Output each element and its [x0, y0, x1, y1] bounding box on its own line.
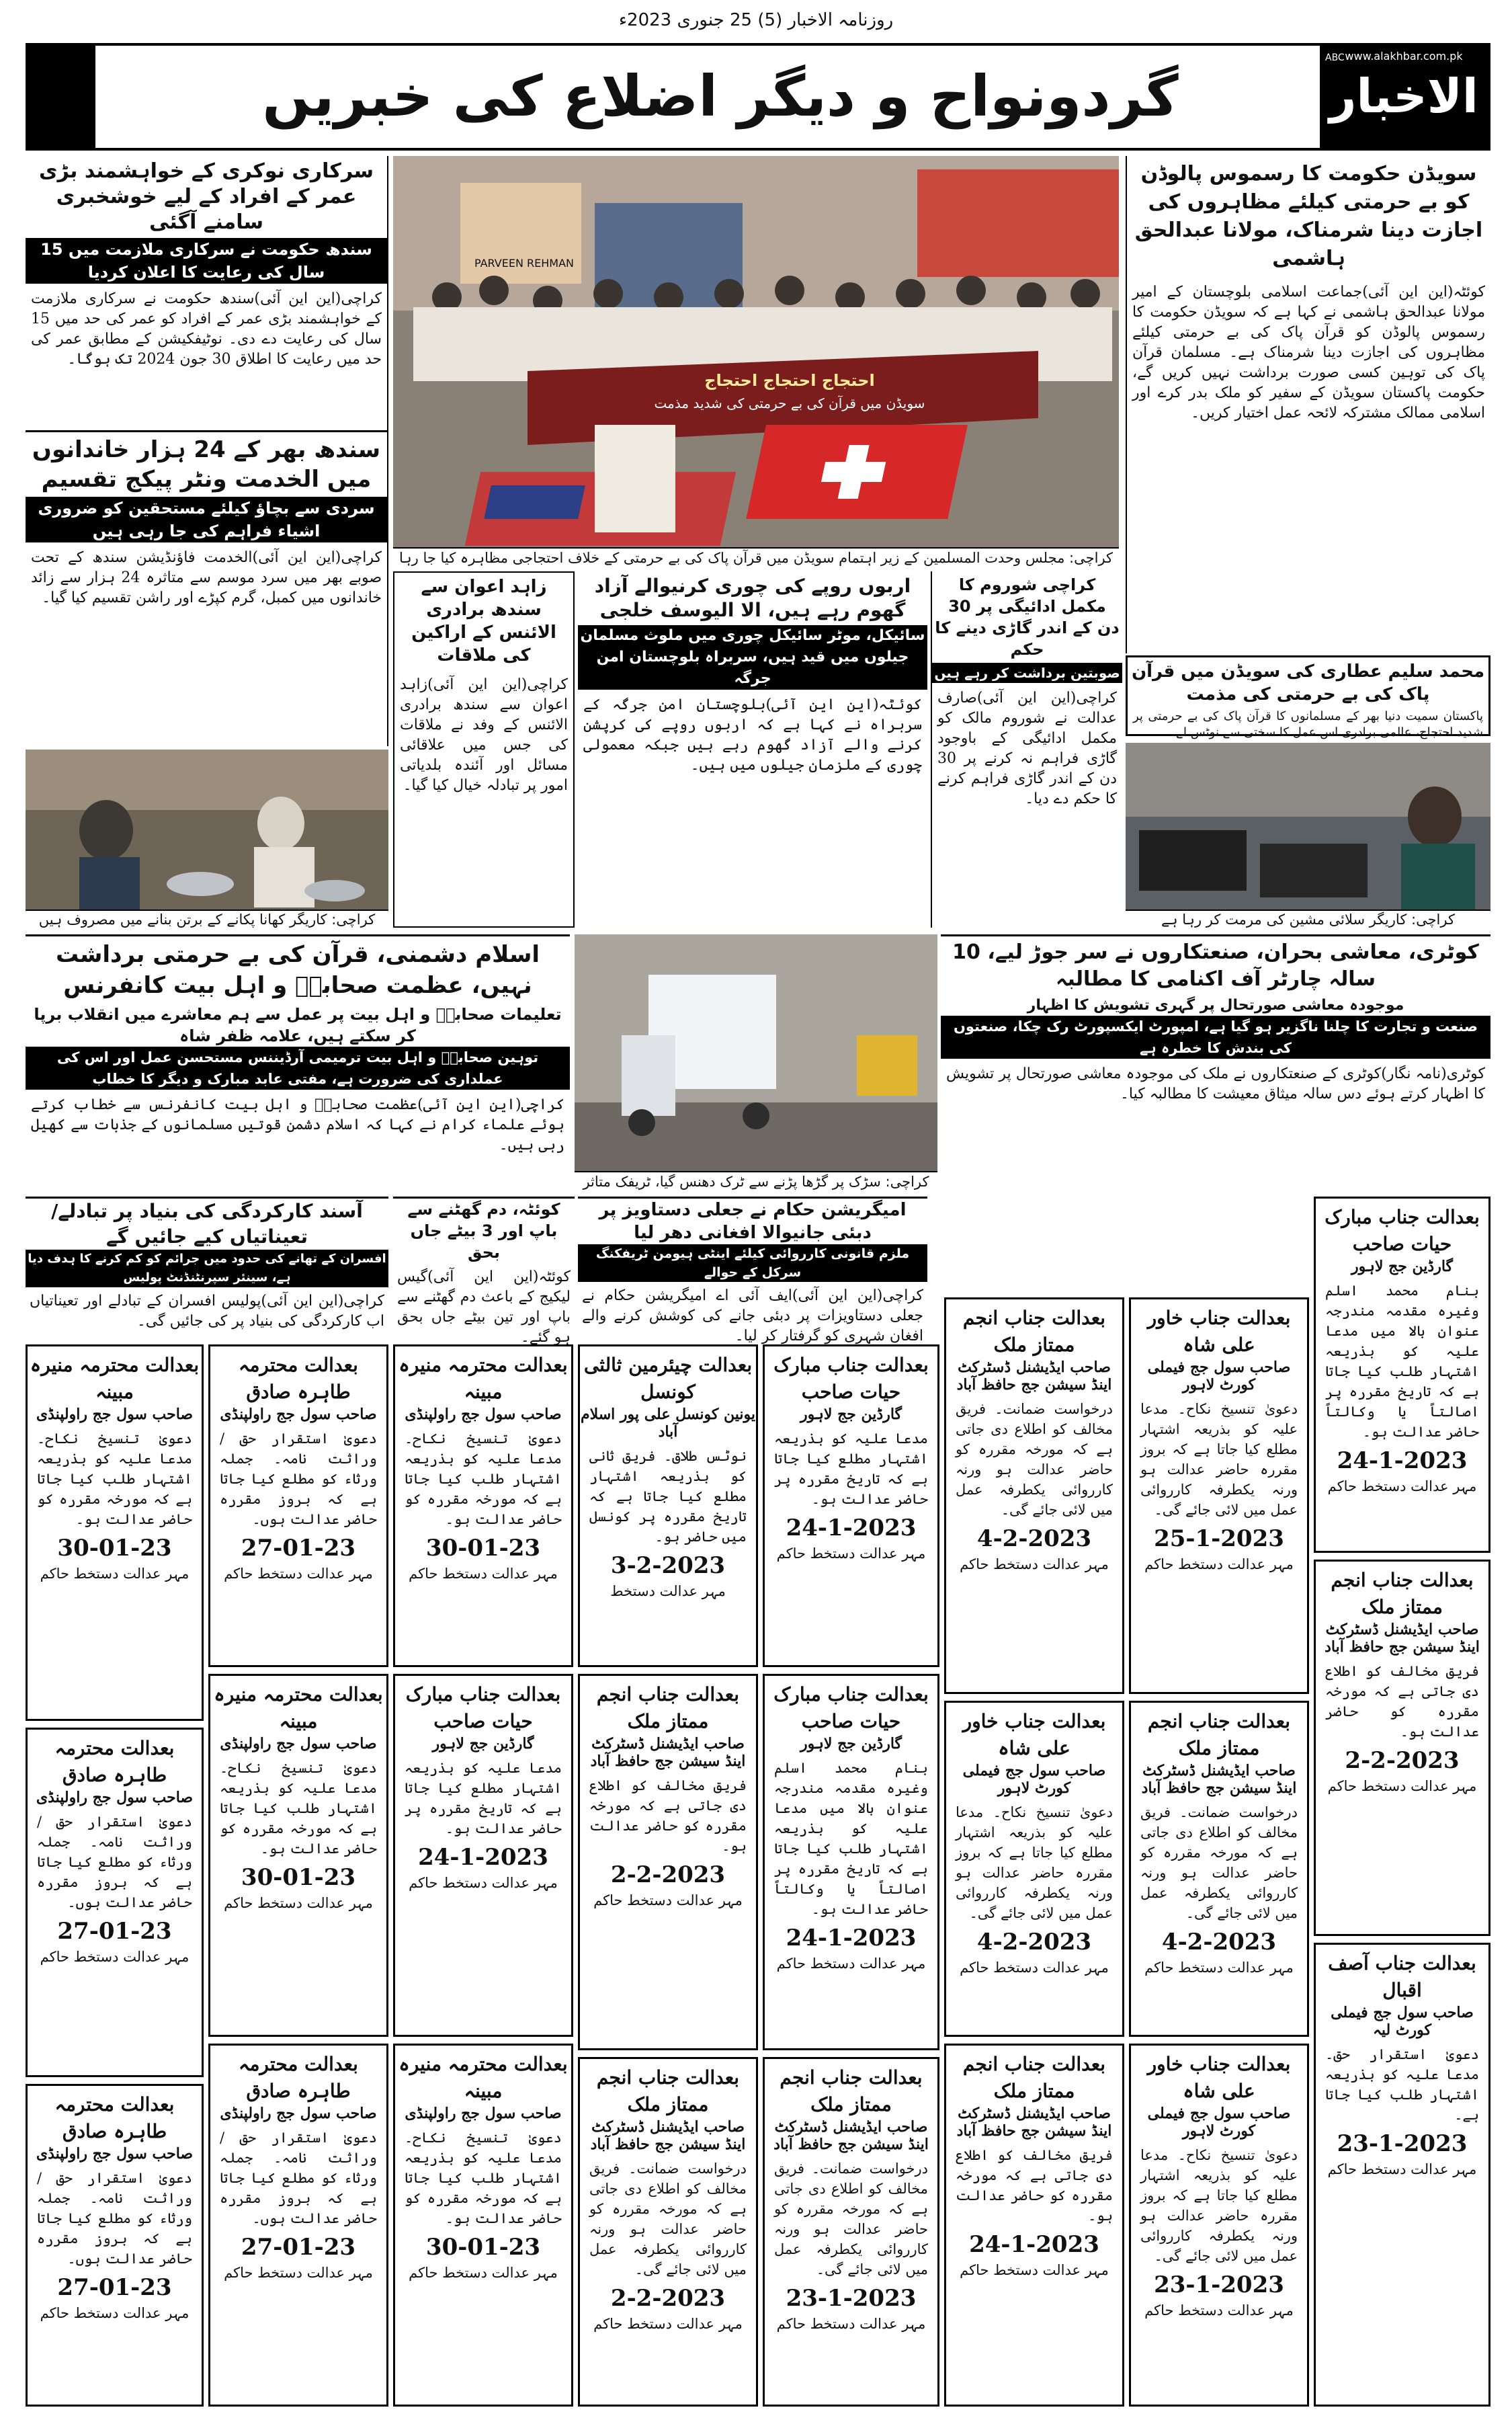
truck-scene	[575, 934, 937, 1190]
notice-head: بعدالت جناب مبارک حیات صاحب	[773, 1683, 929, 1732]
amnesty-headline: آسند کارکردگی کی بنیاد پر تبادلے/تعیناتیاں کیے جائیں گے	[51, 1200, 363, 1248]
covid-body: کوئٹہ(این این آئی)گیس لیکیج کے باعث دم گھٹنے سے باپ اور تین بیٹے جاں بحق ہو گئے۔	[397, 1268, 571, 1346]
protest-scene	[393, 156, 1119, 566]
section-banner	[26, 43, 1490, 151]
notice-date: 24-1-2023	[786, 1925, 917, 1951]
court-notice	[393, 1344, 573, 1667]
newspaper-logo	[1320, 46, 1488, 148]
notice-sign: مہر عدالت دستخط حاکم	[224, 1895, 373, 1911]
notice-date: 4-2-2023	[1161, 1929, 1277, 1955]
notice-date: 4-2-2023	[976, 1929, 1092, 1955]
court-notice	[26, 1728, 204, 2077]
notice-sign: مہر عدالت دستخط	[610, 1583, 726, 1599]
notice-head: بعدالت جناب انجم ممتاز ملک	[1331, 1569, 1474, 1618]
islam-subheadline: تعلیمات صحابہؓ و اہل بیت پر عمل سے ہم معاشرے میں انقلاب برپا کر سکتے ہیں، علامہ ظفر شاہ	[34, 1005, 562, 1045]
islam-body: کراچی(این این آئی)عظمت صحابہؓ و اہل بیت کانفرنس سے خطاب کرتے ہوئے علماء کرام نے کہا کہ اسلام دشمن قوتیں مسلمانوں کے جذبات سے کھیل رہی ہیں۔	[31, 1096, 564, 1154]
quran-headline: محمد سلیم عطاری کی سویڈن میں قرآن پاک کی بے حرمتی کی مذمت	[1131, 661, 1485, 704]
notice-date: 30-01-23	[57, 1535, 172, 1562]
notice-court: صاحب ایڈیشنل ڈسٹرکٹ اینڈ سیشن جج حافظ آباد	[1141, 1762, 1297, 1797]
notice-date: 30-01-23	[425, 1535, 541, 1562]
notice-date: 30-01-23	[425, 2234, 541, 2261]
notice-body: درخواست ضمانت۔ فریق مخالف کو اطلاع دی جاتی ہے کہ مورخہ مقررہ کو حاضر عدالت ہو ورنہ کارروائی یکطرفہ عمل میں لائی جائے گی۔	[1140, 1804, 1298, 1921]
notice-body: دعویٰ تنسیخ نکاح۔ مدعا علیہ کو بذریعہ اشتہار طلب کیا جاتا ہے کہ مورخہ مقررہ کو حاضر عدالت ہو۔	[37, 1430, 192, 1527]
zahid-headline: زاہد اعوان سے سندھ برادری الائنس کے اراکین کی ملاقات	[411, 577, 556, 666]
notice-sign: مہر عدالت دستخط حاکم	[224, 1566, 373, 1582]
notice-head: بعدالت جناب انجم ممتاز ملک	[1147, 1710, 1291, 1759]
immig-story	[578, 1197, 927, 1344]
theft-headline: اربوں روپے کی چوری کرنیوالے آزاد گھوم رہے ہیں، الا الیوسف خلجی	[594, 575, 911, 621]
notice-date: 2-2-2023	[1345, 1747, 1460, 1774]
notice-body: درخواست ضمانت۔ فریق مخالف کو اطلاع دی جاتی ہے کہ مورخہ مقررہ کو حاضر عدالت ہو ورنہ کارروائی یکطرفہ عمل میں لائی جائے گی۔	[589, 2161, 747, 2277]
notice-sign: مہر عدالت دستخط حاکم	[1327, 1478, 1477, 1494]
notice-head: بعدالت جناب مبارک حیات صاحب	[405, 1683, 561, 1732]
notice-date: 25-1-2023	[1154, 1525, 1284, 1552]
notice-body: نوٹس طلاق۔ فریق ثانی کو بذریعہ اشتہار مطلع کیا جاتا ہے کہ تاریخ مقررہ پر کونسل میں حاضر ہو۔	[589, 1448, 747, 1545]
court-notice	[763, 2057, 939, 2407]
notice-body: دعویٰ تنسیخ نکاح۔ مدعا علیہ کو بذریعہ اشتہار طلب کیا جاتا ہے کہ مورخہ مقررہ کو حاضر عدالت ہو۔	[220, 1760, 377, 1857]
notice-body: دعویٰ استقرار حق / وراثت نامہ۔ جملہ ورثاء کو مطلع کیا جاتا ہے کہ بروز مقررہ حاضر عدالت ہوں۔	[220, 2130, 377, 2226]
quran-body: پاکستان سمیت دنیا بھر کے مسلمانوں کا قرآن پاک کی بے حرمتی پر شدید احتجاج، عالمی برادری اس عمل کا سختی سے نوٹس لے۔	[1133, 709, 1483, 739]
notice-body: دعویٰ استقرار حق۔ مدعا علیہ کو بذریعہ اشتہار طلب کیا جاتا ہے۔	[1325, 2046, 1479, 2123]
covid-story	[393, 1197, 575, 1346]
notice-court: صاحب سول جج راولپنڈی	[36, 2145, 194, 2163]
sindh-body: کراچی(این این آئی)الخدمت فاؤنڈیشن سندھ کے تحت صوبے بھر میں سرد موسم سے متاثرہ 24 ہزار سے زائد خاندانوں میں کمبل، گرم کپڑے اور راشن تقسیم کیا گیا۔	[31, 549, 382, 606]
notice-date: 24-1-2023	[418, 1844, 548, 1871]
court-notice	[393, 1674, 573, 2037]
court-notice	[578, 1344, 758, 1667]
showroom-subheadline: صوبتین برداشت کر رہے ہیں	[932, 663, 1122, 683]
notice-body: مدعا علیہ کو بذریعہ اشتہار مطلع کیا جاتا ہے کہ تاریخ مقررہ پر حاضر عدالت ہو۔	[405, 1760, 562, 1837]
notice-body: فریق مخالف کو اطلاع دی جاتی ہے کہ مورخہ مقررہ کو حاضر عدالت ہو۔	[589, 1777, 747, 1854]
notice-head: بعدالت جناب خاور علی شاہ	[1147, 2053, 1291, 2102]
court-notice	[763, 1344, 939, 1667]
immig-body: کراچی(این این آئی)ایف آئی اے امیگریشن حکام نے جعلی دستاویزات پر دبئی جانے کی کوشش کرنے والے افغان شہری کو گرفتار کر لیا۔	[582, 1287, 923, 1344]
notice-head: بعدالت محترمہ منیرہ مبینہ	[398, 2053, 568, 2102]
notice-sign: مہر عدالت دستخط حاکم	[409, 1566, 558, 1582]
notice-court: صاحب ایڈیشنل ڈسٹرکٹ اینڈ سیشن جج حافظ آباد	[1325, 1621, 1480, 1656]
notice-court: صاحب سول جج فیملی کورٹ لاہور	[962, 1762, 1106, 1797]
notice-date: 27-01-23	[57, 1918, 172, 1945]
notice-court: صاحب ایڈیشنل ڈسٹرکٹ اینڈ سیشن جج حافظ آباد	[590, 2118, 746, 2153]
notice-date: 23-1-2023	[786, 2285, 917, 2312]
notice-body: بنام محمد اسلم وغیرہ مقدمہ مندرجہ عنوان بالا میں مدعا علیہ کو بذریعہ اشتہار طلب کیا جاتا ہے کہ تاریخ مقررہ پر اصالتاً یا وکالتاً حاضر عدالت ہو۔	[774, 1760, 928, 1917]
workers-scene	[26, 750, 388, 928]
notice-date: 27-01-23	[241, 1535, 356, 1562]
court-notice	[26, 1344, 204, 1721]
notice-court: صاحب سول جج فیملی کورٹ لاہور	[1147, 1359, 1291, 1394]
notice-court: صاحب سول جج راولپنڈی	[220, 1735, 377, 1752]
court-notice	[1129, 1701, 1309, 2037]
covid-headline: کوئٹہ، دم گھٹنے سے باپ اور 3 بیٹے جاں بحق	[407, 1200, 560, 1262]
theft-story	[578, 571, 927, 928]
notice-court: گارڈین جج لاہور	[432, 1735, 534, 1752]
cotton-bar: صنعت و تجارت کا چلنا ناگزیر ہو گیا ہے، امپورٹ ایکسپورٹ رک چکا، صنعتوں کی بندش کا خطرہ ہے	[941, 1016, 1490, 1059]
quran-story	[1126, 655, 1490, 739]
notice-head: بعدالت محترمہ منیرہ مبینہ	[214, 1683, 383, 1732]
notice-body: درخواست ضمانت۔ فریق مخالف کو اطلاع دی جاتی ہے کہ مورخہ مقررہ کو حاضر عدالت ہو ورنہ کارروائی یکطرفہ عمل میں لائی جائے گی۔	[956, 1401, 1113, 1518]
court-notice	[1314, 1197, 1490, 1553]
cotton-story	[941, 934, 1490, 1190]
sindh-headline: سندھ بھر کے 24 ہزار خاندانوں میں الخدمت ونٹر پیکج تقسیم	[32, 436, 381, 493]
protest-caption: کراچی: مجلس وحدت المسلمین کے زیر اہتمام سویڈن میں قرآن پاک کی بے حرمتی کے خلاف احتجاجی مظاہرہ کیا جا رہا	[393, 547, 1119, 566]
notice-date: 4-2-2023	[976, 1525, 1092, 1552]
notice-head: بعدالت جناب آصف اقبال	[1328, 1952, 1476, 2001]
court-notice	[944, 2044, 1124, 2407]
sindh-subheadline: سردی سے بچاؤ کیلئے مستحقین کو ضروری اشیاء فراہم کی جا رہی ہیں	[26, 497, 387, 542]
tailor-photo	[1126, 743, 1490, 928]
govjob-body: کراچی(این این آئی)سندھ حکومت نے سرکاری ملازمت کے خواہشمند بڑی عمر کے افراد کو عمر کی حد میں 15 سال کی رعایت دے دی۔ نوٹیفکیشن کے مطابق عمر کی حد میں رعایت کا اطلاق 30 جون 2024 تک ہوگا۔	[31, 290, 382, 368]
notice-sign: مہر عدالت دستخط حاکم	[224, 2265, 373, 2281]
date-line: روزنامہ الاخبار (5) 25 جنوری 2023ء	[618, 10, 894, 30]
notice-court: صاحب سول جج راولپنڈی	[36, 1406, 194, 1423]
logo-abc-mark: ABC	[1325, 52, 1345, 63]
court-notice	[208, 1344, 388, 1667]
protest-poster-text: PARVEEN REHMAN	[474, 257, 574, 270]
notice-sign: مہر عدالت دستخط حاکم	[593, 1892, 743, 1908]
cotton-subheadline: موجودہ معاشی صورتحال پر گہری تشویش کا اظہار	[1027, 997, 1404, 1014]
theft-body: کوئٹہ(این این آئی)بلوچستان امن جرگہ کے سربراہ نے کہا ہے کہ اربوں روپے کی کرپشن کرنے والے آزاد گھوم رہے ہیں جبکہ معمولی چوری کے ملزمان جیلوں میں ہیں۔	[583, 696, 922, 774]
workers-caption: کراچی: کاریگر کھانا پکانے کے برتن بنانے میں مصروف ہیں	[26, 910, 388, 928]
notice-sign: مہر عدالت دستخط حاکم	[409, 1875, 558, 1891]
notice-sign: مہر عدالت دستخط حاکم	[40, 1949, 190, 1965]
sweden-body: کوئٹہ(این این آئی)جماعت اسلامی بلوچستان کے امیر مولانا عبدالحق ہاشمی نے کہا ہے کہ سویڈن حکومت کا رسموس پالوڈن کو قرآن پاک کی بے حرمتی کیلئے مظاہروں کی اجازت دینا شرمناک ہے۔ مسلمان قرآن پاک کی توہین کسی صورت برداشت نہیں کریں گے، حکومت پاکستان سویڈن کے سفیر کو ملک بدر کرے اور اسلامی ممالک مشترکہ لائحہ عمل اختیار کریں۔	[1132, 284, 1485, 421]
notice-body: فریق مخالف کو اطلاع دی جاتی ہے کہ مورخہ مقررہ کو حاضر عدالت ہو۔	[956, 2147, 1113, 2224]
truck-photo	[575, 934, 937, 1190]
islam-story	[26, 934, 570, 1183]
tailor-caption: کراچی: کاریگر سلائی مشین کی مرمت کر رہا ہے	[1126, 910, 1490, 928]
court-notice	[944, 1701, 1124, 2037]
notice-court: یونین کونسل علی پور اسلام آباد	[580, 1406, 756, 1441]
notice-head: بعدالت جناب انجم ممتاز ملک	[596, 1683, 740, 1732]
notice-body: فریق مخالف کو اطلاع دی جاتی ہے کہ مورخہ مقررہ کو حاضر عدالت ہو۔	[1325, 1663, 1479, 1740]
notice-court: صاحب سول جج راولپنڈی	[220, 2105, 377, 2122]
court-notice	[208, 1674, 388, 2037]
notice-body: مدعا علیہ کو بذریعہ اشتہار مطلع کیا جاتا ہے کہ تاریخ مقررہ پر حاضر عدالت ہو۔	[774, 1430, 928, 1507]
notice-court: صاحب سول جج راولپنڈی	[405, 1406, 562, 1423]
zahid-story	[393, 571, 575, 928]
protest-banner-line2: سویڈن میں قرآن کی بے حرمتی کی شدید مذمت	[654, 395, 925, 411]
notice-body: دعویٰ تنسیخ نکاح۔ مدعا علیہ کو بذریعہ اشتہار طلب کیا جاتا ہے کہ مورخہ مقررہ کو حاضر عدالت ہو۔	[405, 2130, 562, 2226]
zahid-body: کراچی(این این آئی)زاہد اعوان سے سندھ برادری الائنس کے وفد نے ملاقات کی جس میں علاقائی مسائل اور آئندہ بلدیاتی امور پر تبادلہ خیال کیا گیا۔	[400, 676, 568, 794]
notice-court: صاحب سول جج راولپنڈی	[36, 1789, 194, 1806]
notice-sign: مہر عدالت دستخط حاکم	[1327, 2161, 1477, 2177]
notice-head: بعدالت محترمہ طاہرہ صادق	[239, 1354, 358, 1403]
notice-court: صاحب ایڈیشنل ڈسٹرکٹ اینڈ سیشن جج حافظ آباد	[773, 2118, 929, 2153]
notice-sign: مہر عدالت دستخط حاکم	[1144, 1556, 1294, 1572]
sindh-story	[26, 430, 388, 746]
notice-date: 27-01-23	[241, 2234, 356, 2261]
notice-sign: مہر عدالت دستخط حاکم	[960, 1556, 1109, 1572]
court-notice	[763, 1674, 939, 2050]
notice-sign: مہر عدالت دستخط حاکم	[1144, 1960, 1294, 1976]
notice-court: صاحب سول جج راولپنڈی	[405, 2105, 562, 2122]
notice-head: بعدالت جناب انجم ممتاز ملک	[962, 2053, 1106, 2102]
notice-sign: مہر عدالت دستخط حاکم	[960, 1960, 1109, 1976]
notice-sign: مہر عدالت دستخط حاکم	[776, 1545, 926, 1562]
notice-body: دعویٰ تنسیخ نکاح۔ مدعا علیہ کو بذریعہ اشتہار مطلع کیا جاتا ہے کہ بروز مقررہ حاضر عدالت ہو ورنہ یکطرفہ کارروائی عمل میں لائی جائے گی۔	[956, 1804, 1113, 1921]
amnesty-story	[26, 1197, 388, 1338]
notice-body: دعویٰ استقرار حق / وراثت نامہ۔ جملہ ورثاء کو مطلع کیا جاتا ہے کہ بروز مقررہ حاضر عدالت ہوں۔	[37, 2170, 192, 2267]
notice-head: بعدالت جناب انجم ممتاز ملک	[962, 1307, 1106, 1356]
theft-subheadline: سائیکل، موٹر سائیکل چوری میں ملوث مسلمان جیلوں میں قید ہیں، سربراہ بلوچستان امن جرگہ	[578, 625, 927, 690]
court-notice	[1314, 1943, 1490, 2407]
notice-court: صاحب ایڈیشنل ڈسٹرکٹ اینڈ سیشن جج حافظ آباد	[590, 1735, 746, 1770]
notice-court: صاحب سول جج فیملی کورٹ لیہ	[1331, 2004, 1474, 2039]
notice-court: گارڈین جج لاہور	[800, 1406, 902, 1423]
court-notice	[1314, 1560, 1490, 1936]
truck-caption: کراچی: سڑک پر گڑھا پڑنے سے ٹرک دھنس گیا، ٹریفک متاثر	[575, 1171, 937, 1190]
islam-headline: اسلام دشمنی، قرآن کی بے حرمتی برداشت نہیں، عظمت صحابہؓ و اہل بیت کانفرنس	[55, 941, 540, 999]
notice-sign: مہر عدالت دستخط حاکم	[776, 1955, 926, 1972]
notice-date: 24-1-2023	[1337, 1447, 1468, 1474]
logo-text: الاخبار	[1329, 69, 1478, 124]
court-notice	[1129, 1297, 1309, 1694]
notice-head: بعدالت جناب خاور علی شاہ	[1147, 1307, 1291, 1356]
govjob-headline: سرکاری نوکری کے خواہشمند بڑی عمر کے افراد کے لیے خوشخبری سامنے آگئی	[38, 159, 374, 234]
notice-court: صاحب سول جج راولپنڈی	[220, 1406, 377, 1423]
notice-date: 24-1-2023	[969, 2231, 1099, 2258]
immig-headline: امیگریشن حکام نے جعلی دستاویز پر دبئی جانیوالا افغانی دھر لیا	[599, 1200, 907, 1243]
notice-body: دعویٰ تنسیخ نکاح۔ مدعا علیہ کو بذریعہ اشتہار مطلع کیا جاتا ہے کہ بروز مقررہ حاضر عدالت ہو ورنہ یکطرفہ کارروائی عمل میں لائی جائے گی۔	[1140, 1401, 1298, 1518]
notice-body: دعویٰ استقرار حق / وراثت نامہ۔ جملہ ورثاء کو مطلع کیا جاتا ہے کہ بروز مقررہ حاضر عدالت ہوں۔	[220, 1430, 377, 1527]
govjob-subheadline: سندھ حکومت نے سرکاری ملازمت میں 15 سال کی رعایت کا اعلان کردیا	[26, 238, 387, 284]
sweden-story	[1126, 156, 1490, 653]
notice-date: 2-2-2023	[610, 1861, 726, 1888]
notice-date: 23-1-2023	[1154, 2271, 1284, 2298]
cotton-headline: کوٹری، معاشی بحران، صنعتکاروں نے سر جوڑ لیے، 10 سالہ چارٹر آف اکنامی کا مطالبہ	[952, 940, 1479, 991]
notice-body: دعویٰ تنسیخ نکاح۔ مدعا علیہ کو بذریعہ اشتہار مطلع کیا جاتا ہے کہ بروز مقررہ حاضر عدالت ہو ورنہ یکطرفہ کارروائی عمل میں لائی جائے گی۔	[1140, 2147, 1298, 2264]
court-notice	[944, 1297, 1124, 1694]
notice-body: بنام محمد اسلم وغیرہ مقدمہ مندرجہ عنوان بالا میں مدعا علیہ کو بذریعہ اشتہار طلب کیا جاتا ہے کہ تاریخ مقررہ پر اصالتاً یا وکالتاً حاضر عدالت ہو۔	[1325, 1283, 1479, 1440]
notice-date: 24-1-2023	[786, 1515, 917, 1541]
showroom-headline: کراچی شوروم کا مکمل ادائیگی پر 30 دن کے اندر گاڑی دینے کا حکم	[935, 575, 1120, 659]
notice-sign: مہر عدالت دستخط حاکم	[960, 2262, 1109, 2278]
tailor-scene	[1126, 743, 1490, 928]
showroom-body: کراچی(این این آئی)صارف عدالت نے شوروم مالک کو مکمل ادائیگی کے باوجود گاڑی فراہم نہ کرنے پر 30 دن کے اندر گاڑی فراہم کرنے کا حکم دے دیا۔	[937, 690, 1117, 807]
amnesty-bar: افسران کے تھانے کی حدود میں جرائم کو کم کرنے کا ہدف دیا ہے، سینئر سپرنٹنڈنٹ پولیس	[26, 1250, 388, 1287]
notice-sign: مہر عدالت دستخط حاکم	[776, 2316, 926, 2332]
court-notice	[578, 2057, 758, 2407]
protest-photo	[393, 156, 1119, 566]
banner-left-block	[28, 46, 95, 148]
notice-court: گارڈین جج لاہور	[1351, 1258, 1453, 1275]
notice-head: بعدالت جناب خاور علی شاہ	[962, 1710, 1106, 1759]
notice-head: بعدالت محترمہ منیرہ مبینہ	[398, 1354, 568, 1403]
notice-head: بعدالت جناب مبارک حیات صاحب	[1325, 1206, 1480, 1255]
notice-head: بعدالت محترمہ منیرہ مبینہ	[30, 1354, 200, 1403]
protest-banner-line1: احتجاج احتجاج احتجاج	[704, 371, 875, 390]
notice-court: صاحب ایڈیشنل ڈسٹرکٹ اینڈ سیشن جج حافظ آباد	[956, 2105, 1112, 2140]
workers-photo	[26, 750, 388, 928]
notice-head: بعدالت محترمہ طاہرہ صادق	[54, 2093, 175, 2142]
notice-court: صاحب ایڈیشنل ڈسٹرکٹ اینڈ سیشن جج حافظ آباد	[956, 1359, 1112, 1394]
notice-head: بعدالت محترمہ طاہرہ صادق	[239, 2053, 358, 2102]
notice-head: بعدالت چیئرمین ثالثی کونسل	[583, 1354, 753, 1403]
notice-head: بعدالت جناب مبارک حیات صاحب	[773, 1354, 929, 1403]
notice-sign: مہر عدالت دستخط حاکم	[1327, 1778, 1477, 1794]
court-notice	[578, 1674, 758, 2050]
notice-body: درخواست ضمانت۔ فریق مخالف کو اطلاع دی جاتی ہے کہ مورخہ مقررہ کو حاضر عدالت ہو ورنہ کارروائی یکطرفہ عمل میں لائی جائے گی۔	[774, 2161, 928, 2277]
notice-sign: مہر عدالت دستخط حاکم	[1144, 2302, 1294, 2318]
notice-date: 3-2-2023	[610, 1552, 726, 1579]
notice-sign: مہر عدالت دستخط حاکم	[409, 2265, 558, 2281]
notice-head: بعدالت محترمہ طاہرہ صادق	[54, 1737, 175, 1786]
court-notice	[26, 2084, 204, 2407]
logo-url: www.alakhbar.com.pk	[1345, 50, 1463, 63]
sweden-headline: سویڈن حکومت کا رسموس پالوڈن کو بے حرمتی کیلئے مظاہروں کی اجازت دینا شرمناک، مولانا عبدالحق ہاشمی	[1134, 162, 1483, 270]
court-notice	[1129, 2044, 1309, 2407]
court-notice	[393, 2044, 573, 2407]
showroom-story	[931, 571, 1122, 928]
court-notice	[208, 2044, 388, 2407]
notice-body: دعویٰ استقرار حق / وراثت نامہ۔ جملہ ورثاء کو مطلع کیا جاتا ہے کہ بروز مقررہ حاضر عدالت ہوں۔	[37, 1814, 192, 1910]
islam-bar: توہین صحابہؓ و اہل بیت ترمیمی آرڈیننس مستحسن عمل اور اس کی عملداری کی ضرورت ہے، مفتی عابد مبارک و دیگر کا خطاب	[26, 1047, 570, 1090]
notice-sign: مہر عدالت دستخط حاکم	[40, 1566, 190, 1582]
notice-head: بعدالت جناب انجم ممتاز ملک	[596, 2066, 740, 2115]
notice-court: گارڈین جج لاہور	[800, 1735, 902, 1752]
section-title: گردونواح و دیگر اضلاع کی خبریں	[262, 63, 1179, 129]
notice-court: صاحب سول جج فیملی کورٹ لاہور	[1147, 2105, 1291, 2140]
notice-sign: مہر عدالت دستخط حاکم	[40, 2305, 190, 2321]
notice-date: 2-2-2023	[610, 2285, 726, 2312]
amnesty-body: کراچی(این این آئی)پولیس افسران کے تبادلے اور تعیناتیاں اب کارکردگی کی بنیاد پر کی جائیں گی۔	[30, 1293, 384, 1330]
notice-date: 27-01-23	[57, 2274, 172, 2301]
notice-body: دعویٰ تنسیخ نکاح۔ مدعا علیہ کو بذریعہ اشتہار طلب کیا جاتا ہے کہ مورخہ مقررہ کو حاضر عدالت ہو۔	[405, 1430, 562, 1527]
cotton-body: کوٹری(نامہ نگار)کوٹری کے صنعتکاروں نے ملک کی موجودہ معاشی صورتحال پر تشویش کا اظہار کرتے ہوئے دس سالہ میثاق معیشت کا مطالبہ کیا۔	[946, 1065, 1485, 1102]
notice-date: 30-01-23	[241, 1864, 356, 1891]
notice-head: بعدالت جناب انجم ممتاز ملک	[780, 2066, 923, 2115]
notice-date: 23-1-2023	[1337, 2130, 1468, 2157]
notice-sign: مہر عدالت دستخط حاکم	[593, 2316, 743, 2332]
immig-bar: ملزم قانونی کارروائی کیلئے اینٹی ہیومن ٹریفکنگ سرکل کے حوالے	[578, 1244, 927, 1282]
